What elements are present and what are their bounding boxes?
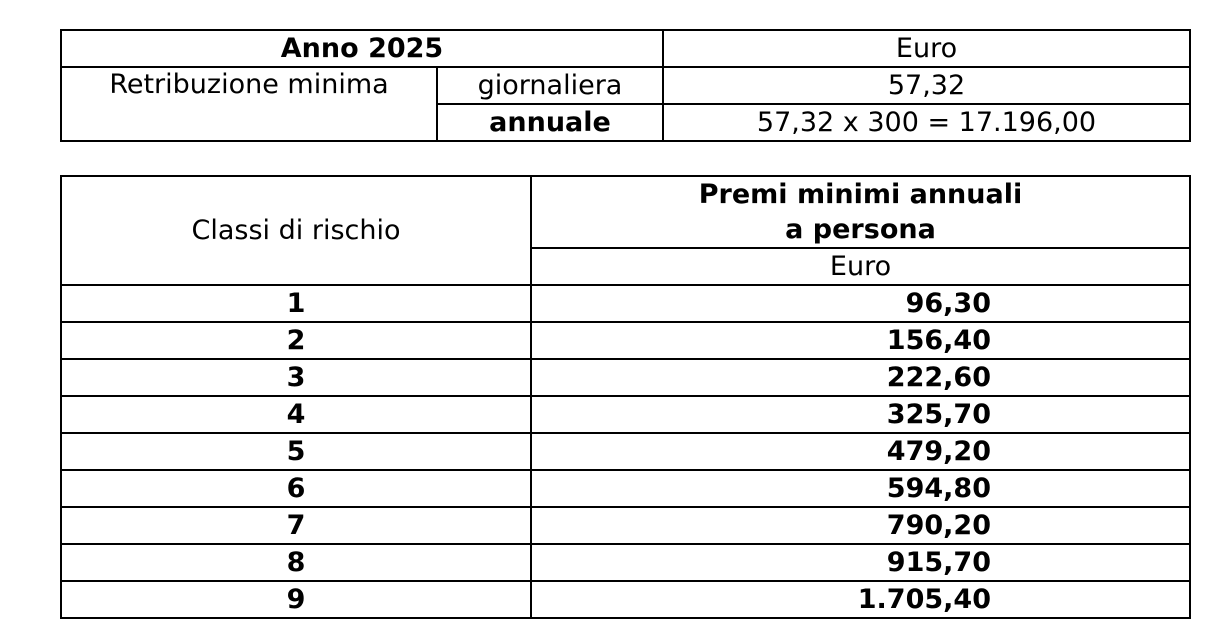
table-row <box>61 285 1190 322</box>
risk-class-cell: 7 <box>61 507 531 544</box>
premium-value-cell: 479,20 <box>531 433 1190 470</box>
risk-class-cell: 4 <box>61 396 531 433</box>
premium-value-cell: 1.705,40 <box>531 581 1190 618</box>
table-row <box>61 322 1190 359</box>
risk-class-cell: 1 <box>61 285 531 322</box>
minimum-salary-table <box>60 29 1191 142</box>
year-header: Anno 2025 <box>61 30 663 67</box>
salary-daily-row <box>61 67 1190 104</box>
annual-value: 57,32 x 300 = 17.196,00 <box>663 104 1190 141</box>
table-row <box>61 470 1190 507</box>
daily-value: 57,32 <box>663 67 1190 104</box>
premium-value-cell: 594,80 <box>531 470 1190 507</box>
currency-header: Euro <box>663 30 1190 67</box>
risk-class-cell: 6 <box>61 470 531 507</box>
risk-class-cell: 3 <box>61 359 531 396</box>
table-row <box>61 359 1190 396</box>
risk-class-cell: 9 <box>61 581 531 618</box>
table-row <box>61 507 1190 544</box>
table-row <box>61 581 1190 618</box>
premium-header-row <box>61 176 1190 248</box>
premium-header-line1: Premi minimi annuali <box>698 179 1023 210</box>
premium-value-cell: 222,60 <box>531 359 1190 396</box>
premium-currency-header: Euro <box>531 248 1190 285</box>
premium-header-line2: a persona <box>785 214 936 246</box>
table-row <box>61 544 1190 581</box>
minimum-salary-label: Retribuzione minima <box>61 67 437 141</box>
risk-class-cell: 5 <box>61 433 531 470</box>
premium-value-cell: 915,70 <box>531 544 1190 581</box>
premium-value-cell: 156,40 <box>531 322 1190 359</box>
table-row <box>61 396 1190 433</box>
premium-value-cell: 790,20 <box>531 507 1190 544</box>
premium-value-cell: 325,70 <box>531 396 1190 433</box>
risk-class-header: Classi di rischio <box>61 176 531 285</box>
daily-label: giornaliera <box>437 67 663 104</box>
table-row <box>61 433 1190 470</box>
minimum-premium-table <box>60 175 1191 619</box>
premium-header <box>531 176 1190 248</box>
salary-header-row <box>61 30 1190 67</box>
premium-value-cell: 96,30 <box>531 285 1190 322</box>
annual-label: annuale <box>437 104 663 141</box>
risk-class-cell: 2 <box>61 322 531 359</box>
risk-class-cell: 8 <box>61 544 531 581</box>
